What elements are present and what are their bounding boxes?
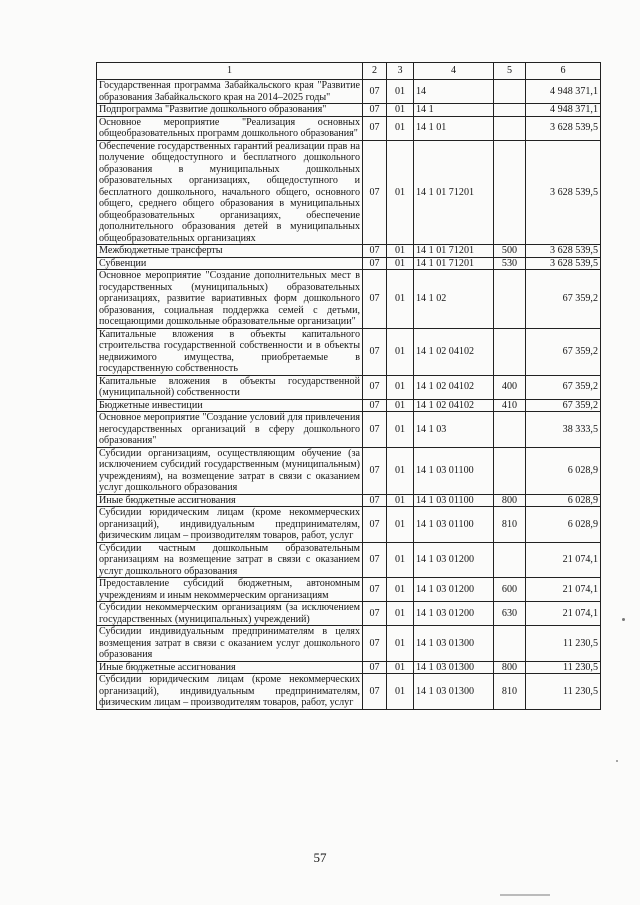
row-target-code: 14 <box>414 80 494 104</box>
row-chapter-code: 01 <box>387 257 414 270</box>
row-chapter-code: 01 <box>387 80 414 104</box>
row-chapter-code: 01 <box>387 375 414 399</box>
row-name: Капитальные вложения в объекты капитального строительства государственной собственности и в объекты недвижимого имущества, приобретаемые в государственную собственность <box>97 328 363 375</box>
row-expense-type: 410 <box>494 399 526 412</box>
row-chapter-code: 01 <box>387 661 414 674</box>
table-row <box>97 412 601 448</box>
header-col-4: 4 <box>414 63 494 80</box>
row-amount: 3 628 539,5 <box>526 140 601 245</box>
row-gr-code: 07 <box>363 507 387 543</box>
table-row <box>97 375 601 399</box>
row-amount: 11 230,5 <box>526 626 601 662</box>
row-expense-type: 800 <box>494 661 526 674</box>
row-amount: 11 230,5 <box>526 674 601 710</box>
row-gr-code: 07 <box>363 257 387 270</box>
row-name: Субсидии юридическим лицам (кроме некоммерческих организаций), индивидуальным предпринимателям, физическим лицам – производителям товаров, работ, услуг <box>97 674 363 710</box>
row-expense-type <box>494 104 526 117</box>
row-target-code: 14 1 03 01300 <box>414 674 494 710</box>
row-expense-type: 630 <box>494 602 526 626</box>
row-chapter-code: 01 <box>387 412 414 448</box>
row-target-code: 14 1 02 04102 <box>414 399 494 412</box>
row-target-code: 14 1 03 <box>414 412 494 448</box>
table-row <box>97 602 601 626</box>
row-target-code: 14 1 01 <box>414 116 494 140</box>
row-gr-code: 07 <box>363 578 387 602</box>
row-target-code: 14 1 01 71201 <box>414 140 494 245</box>
row-chapter-code: 01 <box>387 116 414 140</box>
row-gr-code: 07 <box>363 80 387 104</box>
row-name: Капитальные вложения в объекты государственной (муниципальной) собственности <box>97 375 363 399</box>
row-amount: 21 074,1 <box>526 578 601 602</box>
row-chapter-code: 01 <box>387 542 414 578</box>
row-name: Межбюджетные трансферты <box>97 245 363 258</box>
header-col-1: 1 <box>97 63 363 80</box>
row-name: Подпрограмма "Развитие дошкольного образования" <box>97 104 363 117</box>
row-amount: 67 359,2 <box>526 328 601 375</box>
table-row <box>97 507 601 543</box>
row-name: Основное мероприятие "Реализация основных общеобразовательных программ дошкольного образования" <box>97 116 363 140</box>
table-row <box>97 447 601 494</box>
row-expense-type: 530 <box>494 257 526 270</box>
row-amount: 11 230,5 <box>526 661 601 674</box>
table-row <box>97 542 601 578</box>
row-gr-code: 07 <box>363 375 387 399</box>
table-row <box>97 245 601 258</box>
row-chapter-code: 01 <box>387 104 414 117</box>
header-col-5: 5 <box>494 63 526 80</box>
row-amount: 6 028,9 <box>526 494 601 507</box>
row-chapter-code: 01 <box>387 602 414 626</box>
row-amount: 3 628 539,5 <box>526 116 601 140</box>
table-row <box>97 104 601 117</box>
row-expense-type <box>494 140 526 245</box>
row-chapter-code: 01 <box>387 140 414 245</box>
table-row <box>97 494 601 507</box>
row-expense-type: 810 <box>494 674 526 710</box>
row-amount: 4 948 371,1 <box>526 104 601 117</box>
scan-speck <box>616 760 618 762</box>
row-name: Бюджетные инвестиции <box>97 399 363 412</box>
row-expense-type <box>494 116 526 140</box>
row-target-code: 14 1 03 01200 <box>414 578 494 602</box>
row-chapter-code: 01 <box>387 674 414 710</box>
table-row <box>97 257 601 270</box>
row-chapter-code: 01 <box>387 447 414 494</box>
row-amount: 3 628 539,5 <box>526 245 601 258</box>
row-gr-code: 07 <box>363 674 387 710</box>
row-gr-code: 07 <box>363 104 387 117</box>
row-name: Основное мероприятие "Создание условий для привлечения негосударственных организаций в сферу дошкольного образования" <box>97 412 363 448</box>
header-col-3: 3 <box>387 63 414 80</box>
row-gr-code: 07 <box>363 602 387 626</box>
scan-speck <box>622 618 625 621</box>
scan-smudge <box>500 894 550 896</box>
row-amount: 67 359,2 <box>526 399 601 412</box>
row-amount: 6 028,9 <box>526 447 601 494</box>
row-name: Иные бюджетные ассигнования <box>97 661 363 674</box>
page-number: 57 <box>313 850 327 865</box>
row-gr-code: 07 <box>363 116 387 140</box>
table-row <box>97 399 601 412</box>
row-gr-code: 07 <box>363 270 387 329</box>
row-name: Субсидии юридическим лицам (кроме некоммерческих организаций), индивидуальным предпринимателям, физическим лицам – производителям товаров, работ, услуг <box>97 507 363 543</box>
table-row <box>97 328 601 375</box>
table-row <box>97 674 601 710</box>
row-name: Государственная программа Забайкальского края "Развитие образования Забайкальского края на 2014–2025 годы" <box>97 80 363 104</box>
row-expense-type: 600 <box>494 578 526 602</box>
row-expense-type: 800 <box>494 494 526 507</box>
row-gr-code: 07 <box>363 328 387 375</box>
row-name: Субсидии некоммерческим организациям (за исключением государственных (муниципальных) учреждений) <box>97 602 363 626</box>
row-target-code: 14 1 02 04102 <box>414 328 494 375</box>
row-gr-code: 07 <box>363 412 387 448</box>
row-amount: 4 948 371,1 <box>526 80 601 104</box>
row-expense-type: 810 <box>494 507 526 543</box>
row-expense-type <box>494 542 526 578</box>
row-chapter-code: 01 <box>387 399 414 412</box>
table-row <box>97 80 601 104</box>
row-target-code: 14 1 02 04102 <box>414 375 494 399</box>
row-name: Иные бюджетные ассигнования <box>97 494 363 507</box>
row-target-code: 14 1 03 01200 <box>414 542 494 578</box>
row-target-code: 14 1 <box>414 104 494 117</box>
row-expense-type: 400 <box>494 375 526 399</box>
row-amount: 67 359,2 <box>526 375 601 399</box>
row-target-code: 14 1 01 71201 <box>414 245 494 258</box>
row-expense-type <box>494 412 526 448</box>
table-row <box>97 578 601 602</box>
budget-table <box>96 62 601 710</box>
row-gr-code: 07 <box>363 399 387 412</box>
row-target-code: 14 1 03 01200 <box>414 602 494 626</box>
row-target-code: 14 1 01 71201 <box>414 257 494 270</box>
row-amount: 67 359,2 <box>526 270 601 329</box>
row-chapter-code: 01 <box>387 507 414 543</box>
row-gr-code: 07 <box>363 494 387 507</box>
row-gr-code: 07 <box>363 661 387 674</box>
row-target-code: 14 1 03 01100 <box>414 507 494 543</box>
row-gr-code: 07 <box>363 447 387 494</box>
row-target-code: 14 1 02 <box>414 270 494 329</box>
row-chapter-code: 01 <box>387 270 414 329</box>
row-gr-code: 07 <box>363 140 387 245</box>
row-chapter-code: 01 <box>387 626 414 662</box>
table-header <box>97 63 601 80</box>
row-amount: 6 028,9 <box>526 507 601 543</box>
row-name: Обеспечение государственных гарантий реализации прав на получение общедоступного и бесплатного дошкольного образования в муниципальных дошкольных образовательных организациях, общедоступного и бесплатного дошкольного, начального общего, основного общего, среднего общего образования в муниципальных общеобразовательных организациях, обеспечение дополнительного образования детей в муниципальных общеобразовательных организациях <box>97 140 363 245</box>
row-amount: 3 628 539,5 <box>526 257 601 270</box>
row-amount: 21 074,1 <box>526 542 601 578</box>
row-expense-type <box>494 626 526 662</box>
row-amount: 21 074,1 <box>526 602 601 626</box>
row-name: Субвенции <box>97 257 363 270</box>
row-target-code: 14 1 03 01300 <box>414 626 494 662</box>
row-amount: 38 333,5 <box>526 412 601 448</box>
row-target-code: 14 1 03 01100 <box>414 494 494 507</box>
row-target-code: 14 1 03 01300 <box>414 661 494 674</box>
row-name: Субсидии организациям, осуществляющим обучение (за исключением субсидий государственным (муниципальным) учреждениям), на возмещение затрат в связи с оказанием услуг дошкольного образования <box>97 447 363 494</box>
row-expense-type <box>494 80 526 104</box>
row-expense-type <box>494 270 526 329</box>
row-gr-code: 07 <box>363 245 387 258</box>
table-row <box>97 626 601 662</box>
row-gr-code: 07 <box>363 542 387 578</box>
table-body <box>97 80 601 710</box>
row-chapter-code: 01 <box>387 578 414 602</box>
header-row <box>97 63 601 80</box>
header-col-2: 2 <box>363 63 387 80</box>
row-chapter-code: 01 <box>387 328 414 375</box>
table-row <box>97 661 601 674</box>
row-expense-type <box>494 328 526 375</box>
header-col-6: 6 <box>526 63 601 80</box>
row-name: Субсидии частным дошкольным образовательным организациям на возмещение затрат в связи с оказанием услуг дошкольного образования <box>97 542 363 578</box>
row-gr-code: 07 <box>363 626 387 662</box>
row-target-code: 14 1 03 01100 <box>414 447 494 494</box>
row-name: Предоставление субсидий бюджетным, автономным учреждениям и иным некоммерческим организациям <box>97 578 363 602</box>
row-chapter-code: 01 <box>387 494 414 507</box>
row-expense-type: 500 <box>494 245 526 258</box>
row-name: Субсидии индивидуальным предпринимателям в целях возмещения затрат в связи с оказанием услуг дошкольного образования <box>97 626 363 662</box>
row-chapter-code: 01 <box>387 245 414 258</box>
row-name: Основное мероприятие "Создание дополнительных мест в государственных (муниципальных) образовательных организациях, развитие вариативных форм дошкольного образования, социальная поддержка семей с детьми, посещающими дошкольные образовательные организации" <box>97 270 363 329</box>
table-row <box>97 140 601 245</box>
table-row <box>97 270 601 329</box>
row-expense-type <box>494 447 526 494</box>
table-row <box>97 116 601 140</box>
